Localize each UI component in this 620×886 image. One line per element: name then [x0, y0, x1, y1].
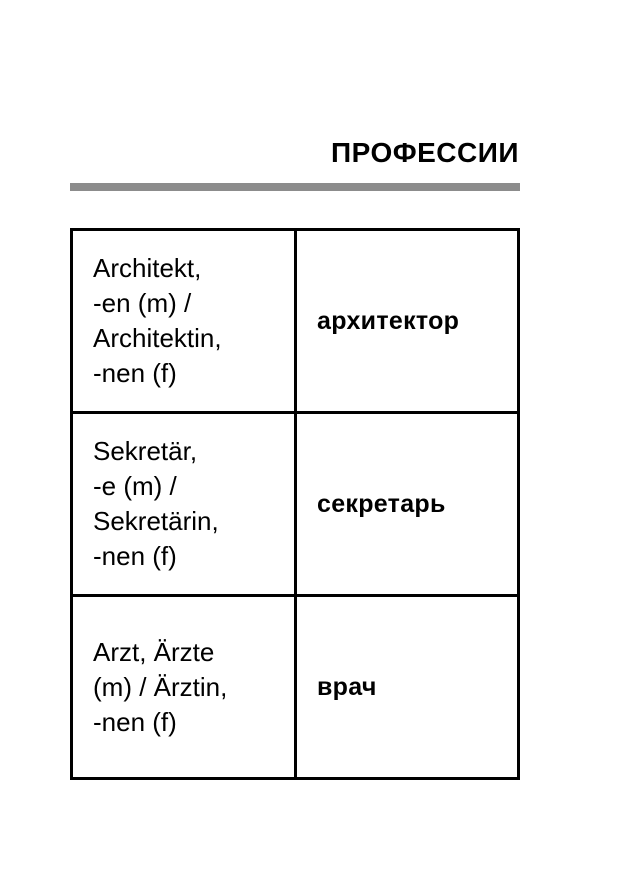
german-term-line: (m) / Ärztin,	[93, 671, 228, 702]
vocabulary-table	[70, 228, 520, 780]
table-row	[72, 596, 519, 779]
german-term-cell	[72, 413, 296, 596]
german-term-line: -nen (f)	[93, 358, 177, 388]
german-term-line: Architekt,	[93, 253, 202, 283]
table-row	[72, 230, 519, 413]
table-row	[72, 413, 519, 596]
russian-translation-cell	[296, 230, 519, 413]
russian-translation: врач	[317, 672, 377, 701]
heading-underline	[70, 183, 520, 191]
german-term-cell	[72, 230, 296, 413]
german-term-line: Sekretärin,	[93, 506, 219, 536]
german-term-line: Arzt, Ärzte	[93, 636, 215, 667]
russian-translation-cell	[296, 596, 519, 779]
german-term-cell	[72, 596, 296, 779]
russian-translation: архитектор	[317, 306, 460, 335]
german-term-line: -e (m) /	[93, 471, 177, 501]
german-term-line: Sekretär,	[93, 436, 198, 466]
russian-translation-cell	[296, 413, 519, 596]
german-term-line: Architektin,	[93, 323, 222, 353]
german-term-line: -nen (f)	[93, 706, 177, 737]
page-title: ПРОФЕССИИ	[331, 137, 519, 168]
russian-translation: секретарь	[317, 489, 446, 518]
german-term-line: -nen (f)	[93, 541, 177, 571]
german-term-line: -en (m) /	[93, 288, 192, 318]
